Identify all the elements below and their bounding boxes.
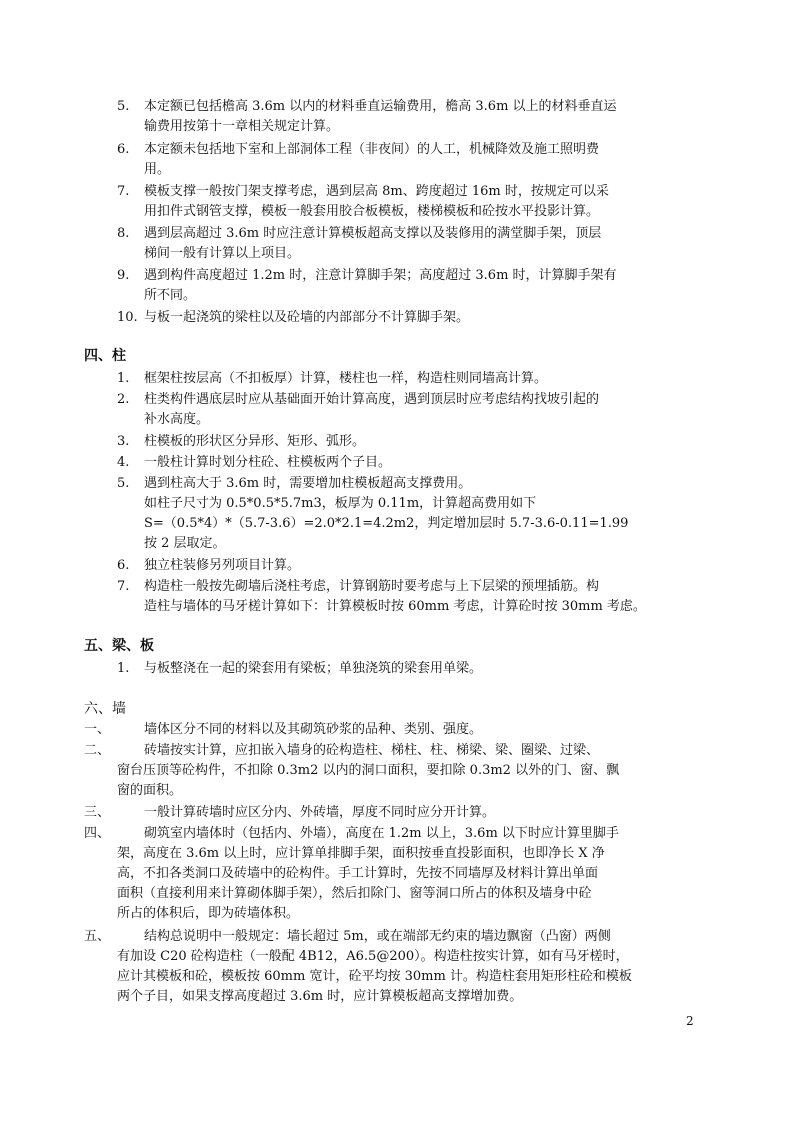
list-item-text: 用扣件式钢管支撑，模板一般套用胶合板模板，楼梯模板和砼按水平投影计算。 — [144, 204, 600, 219]
list-item-text: 高，不扣各类洞口及砖墙中的砼构件。手工计算时，先按不同墙厚及材料计算出单面 — [117, 866, 599, 881]
list-item-number: 三、 — [84, 805, 111, 820]
list-item-text: 本定额未包括地下室和上部洞体工程（非夜间）的人工，机械降效及施工照明费 — [144, 142, 600, 157]
list-item-text: 输费用按第十一章相关规定计算。 — [144, 119, 340, 134]
list-item-text: 一般计算砖墙时应区分内、外砖墙，厚度不同时应分开计算。 — [144, 805, 496, 820]
list-item-number: 7. — [117, 184, 130, 199]
list-item-text: 一般柱计算时划分柱砼、柱模板两个子目。 — [144, 455, 392, 470]
list-item-text: 结构总说明中一般规定：墙长超过 5m，或在端部无约束的墙边飘窗（凸窗）两侧 — [144, 929, 611, 944]
list-item-text: 有加设 C20 砼构造柱（一般配 4B12，A6.5@200）。构造柱按实计算，如有马牙槎时， — [117, 949, 629, 964]
list-item-text: 面积（直接利用来计算砌体脚手架），然后扣除门、窗等洞口所占的体积及墙身中砼 — [117, 886, 592, 901]
list-item-text: S=（0.5*4）*（5.7-3.6）=2.0*2.1=4.2m2，判定增加层时 5.7-3.6-0.11=1.99 — [144, 516, 629, 531]
list-item-number: 2. — [117, 392, 130, 407]
list-item-number: 3. — [117, 434, 130, 449]
list-item-text: 砖墙按实计算，应扣嵌入墙身的砼构造柱、梯柱、柱、梯梁、梁、圈梁、过梁、 — [144, 743, 600, 758]
list-item-number: 5. — [117, 99, 130, 114]
list-item-number: 五、 — [84, 929, 111, 944]
list-item-number: 9. — [117, 268, 130, 283]
section-heading: 六、墙 — [84, 701, 126, 717]
list-item-text: 与板一起浇筑的梁柱以及砼墙的内部部分不计算脚手架。 — [144, 310, 470, 325]
list-item-text: 遇到层高超过 3.6m 时应注意计算模板超高支撑以及装修用的满堂脚手架，顶层 — [144, 226, 602, 241]
list-item-text: 所占的体积后，即为砖墙体积。 — [117, 906, 300, 921]
list-item-number: 二、 — [84, 743, 111, 758]
list-item-text: 按 2 层取定。 — [144, 536, 226, 551]
page-number: 2 — [686, 1014, 694, 1028]
list-item-text: 墙体区分不同的材料以及其砌筑砂浆的品种、类别、强度。 — [144, 722, 483, 737]
list-item-number: 4. — [117, 455, 130, 470]
list-item-number: 10. — [117, 310, 138, 325]
list-item-number: 1. — [117, 661, 130, 676]
list-item-text: 框架柱按层高（不扣板厚）计算，楼柱也一样，构造柱则同墙高计算。 — [144, 371, 548, 386]
list-item-number: 6. — [117, 142, 130, 157]
list-item-text: 窗台压顶等砼构件，不扣除 0.3m2 以内的洞口面积，要扣除 0.3m2 以外的门、窗、飘 — [117, 763, 620, 778]
list-item-number: 四、 — [84, 826, 111, 841]
list-item-text: 窗的面积。 — [117, 783, 183, 798]
list-item-text: 如柱子尺寸为 0.5*0.5*5.7m3，板厚为 0.11m，计算超高费用如下 — [144, 496, 537, 511]
list-item-text: 梯间一般有计算以上项目。 — [144, 246, 301, 261]
list-item-text: 柱类构件遇底层时应从基础面开始计算高度，遇到顶层时应考虑结构找坡引起的 — [144, 392, 600, 407]
list-item-text: 独立柱装修另列项目计算。 — [144, 558, 301, 573]
list-item-number: 5. — [117, 476, 130, 491]
list-item-text: 砌筑室内墙体时（包括内、外墙），高度在 1.2m 以上，3.6m 以下时应计算里脚手 — [144, 826, 619, 841]
list-item-text: 本定额已包括檐高 3.6m 以内的材料垂直运输费用，檐高 3.6m 以上的材料垂直运 — [144, 99, 617, 114]
list-item-number: 6. — [117, 558, 130, 573]
list-item-text: 构造柱一般按先砌墙后浇柱考虑，计算钢筋时要考虑与上下层梁的预埋插筋。构 — [144, 579, 600, 594]
list-item-text: 两个子目，如果支撑高度超过 3.6m 时，应计算模板超高支撑增加费。 — [117, 989, 523, 1004]
list-item-text: 模板支撑一般按门架支撑考虑，遇到层高 8m、跨度超过 16m 时，按规定可以采 — [144, 184, 609, 199]
list-item-number: 一、 — [84, 722, 111, 737]
list-item-number: 1. — [117, 371, 130, 386]
list-item-text: 遇到柱高大于 3.6m 时，需要增加柱模板超高支撑费用。 — [144, 476, 472, 491]
list-item-text: 架，高度在 3.6m 以上时，应计算单排脚手架，面积按垂直投影面积，也即净长 X 净 — [117, 846, 605, 861]
list-item-text: 应计其模板和砼，模板按 60mm 宽计，砼平均按 30mm 计。构造柱套用矩形柱砼和模板 — [117, 969, 632, 984]
section-heading: 四、柱 — [84, 348, 126, 364]
list-item-text: 遇到构件高度超过 1.2m 时，注意计算脚手架；高度超过 3.6m 时，计算脚手架有 — [144, 268, 617, 283]
list-item-text: 用。 — [144, 162, 171, 177]
list-item-number: 7. — [117, 579, 130, 594]
list-item-text: 补水高度。 — [144, 412, 210, 427]
list-item-number: 8. — [117, 226, 130, 241]
section-heading: 五、梁、板 — [84, 638, 154, 654]
list-item-text: 柱模板的形状区分异形、矩形、弧形。 — [144, 434, 366, 449]
list-item-text: 与板整浇在一起的梁套用有梁板；单独浇筑的梁套用单梁。 — [144, 661, 483, 676]
list-item-text: 所不同。 — [144, 288, 197, 303]
list-item-text: 造柱与墙体的马牙槎计算如下：计算模板时按 60mm 考虑，计算砼时按 30mm 考虑。 — [144, 599, 646, 614]
